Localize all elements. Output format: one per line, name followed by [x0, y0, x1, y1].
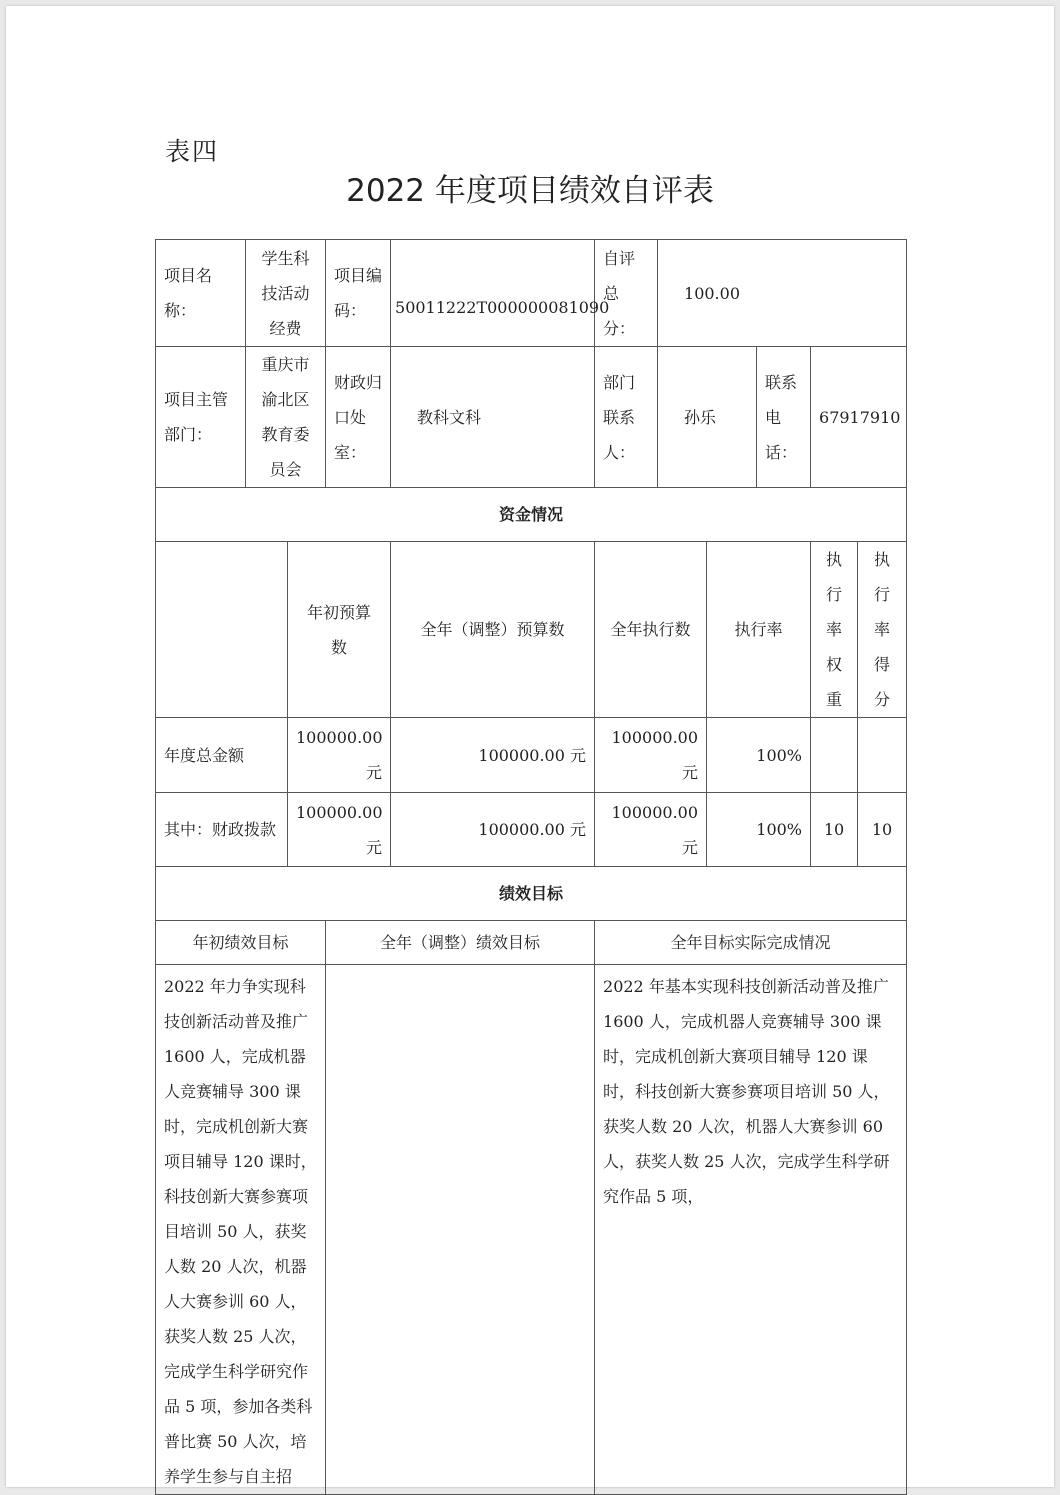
funds-header-blank	[156, 542, 288, 718]
table-number-label: 表四	[165, 137, 220, 166]
goals-header-actual: 全年目标实际完成情况	[595, 921, 907, 965]
funds-row-score	[858, 718, 907, 793]
funds-row-weight	[811, 718, 858, 793]
funds-row-initial: 100000.00 元	[288, 793, 391, 867]
finance-office-label: 财政归口处室：	[326, 347, 391, 488]
table-row	[156, 793, 907, 867]
funds-header-rate: 执行率	[707, 542, 811, 718]
goals-header-adjusted: 全年（调整）绩效目标	[326, 921, 595, 965]
table-row	[156, 718, 907, 793]
table-row	[156, 965, 907, 1495]
table-row	[156, 867, 907, 921]
funds-row-executed: 100000.00 元	[595, 793, 707, 867]
dept-label: 项目主管部门：	[156, 347, 246, 488]
funds-row-rate: 100%	[707, 718, 811, 793]
goals-adjusted-text	[326, 965, 595, 1495]
project-name-label: 项目名称：	[156, 240, 246, 347]
funds-row-weight: 10	[811, 793, 858, 867]
finance-office-value: 教科文科	[391, 347, 595, 488]
performance-evaluation-table	[155, 239, 907, 1495]
project-code-label: 项目编码：	[326, 240, 391, 347]
funds-header-score: 执行率得分	[858, 542, 907, 718]
contact-label: 部门联系人：	[595, 347, 658, 488]
funds-header-weight: 执行率权重	[811, 542, 858, 718]
funds-header-adjusted: 全年（调整）预算数	[391, 542, 595, 718]
funds-row-executed: 100000.00 元	[595, 718, 707, 793]
total-score-value: 100.00	[658, 240, 907, 347]
project-code-value: 50011222T000000081090	[391, 240, 595, 347]
phone-value: 67917910	[811, 347, 907, 488]
goals-initial-text: 2022 年力争实现科技创新活动普及推广 1600 人，完成机器人竞赛辅导 300 课时，完成机创新大赛项目辅导 120 课时，科技创新大赛参赛项目培训 50 人，获奖人数 20 人次，机器人大赛参训 60 人，获奖人数 25 人次，完成学生科学研究作品 5 项，参加各类科普比赛 50 人次，培养学生参与自主招	[156, 965, 326, 1495]
table-row	[156, 921, 907, 965]
funds-row-label: 年度总金额	[156, 718, 288, 793]
funds-header-executed: 全年执行数	[595, 542, 707, 718]
funds-row-adjusted: 100000.00 元	[391, 718, 595, 793]
phone-label: 联系电话：	[757, 347, 811, 488]
contact-value: 孙乐	[658, 347, 757, 488]
table-row	[156, 542, 907, 718]
funds-row-rate: 100%	[707, 793, 811, 867]
total-score-label: 自评总分：	[595, 240, 658, 347]
table-row	[156, 488, 907, 542]
funds-row-initial: 100000.00 元	[288, 718, 391, 793]
table-row	[156, 347, 907, 488]
goals-actual-text: 2022 年基本实现科技创新活动普及推广 1600 人，完成机器人竞赛辅导 300 课时，完成机创新大赛项目辅导 120 课时，科技创新大赛参赛项目培训 50 人，获奖人数 20 人次，机器人大赛参训 60 人，获奖人数 25 人次，完成学生科学研究作品 5 项，	[595, 965, 907, 1495]
document-title: 2022 年度项目绩效自评表	[346, 173, 714, 209]
funds-section-header: 资金情况	[156, 488, 907, 542]
funds-row-score: 10	[858, 793, 907, 867]
funds-header-initial: 年初预算数	[288, 542, 391, 718]
goals-section-header: 绩效目标	[156, 867, 907, 921]
goals-header-initial: 年初绩效目标	[156, 921, 326, 965]
table-row	[156, 240, 907, 347]
funds-row-label: 其中：财政拨款	[156, 793, 288, 867]
project-name-value: 学生科技活动经费	[246, 240, 326, 347]
funds-row-adjusted: 100000.00 元	[391, 793, 595, 867]
dept-value: 重庆市渝北区教育委员会	[246, 347, 326, 488]
